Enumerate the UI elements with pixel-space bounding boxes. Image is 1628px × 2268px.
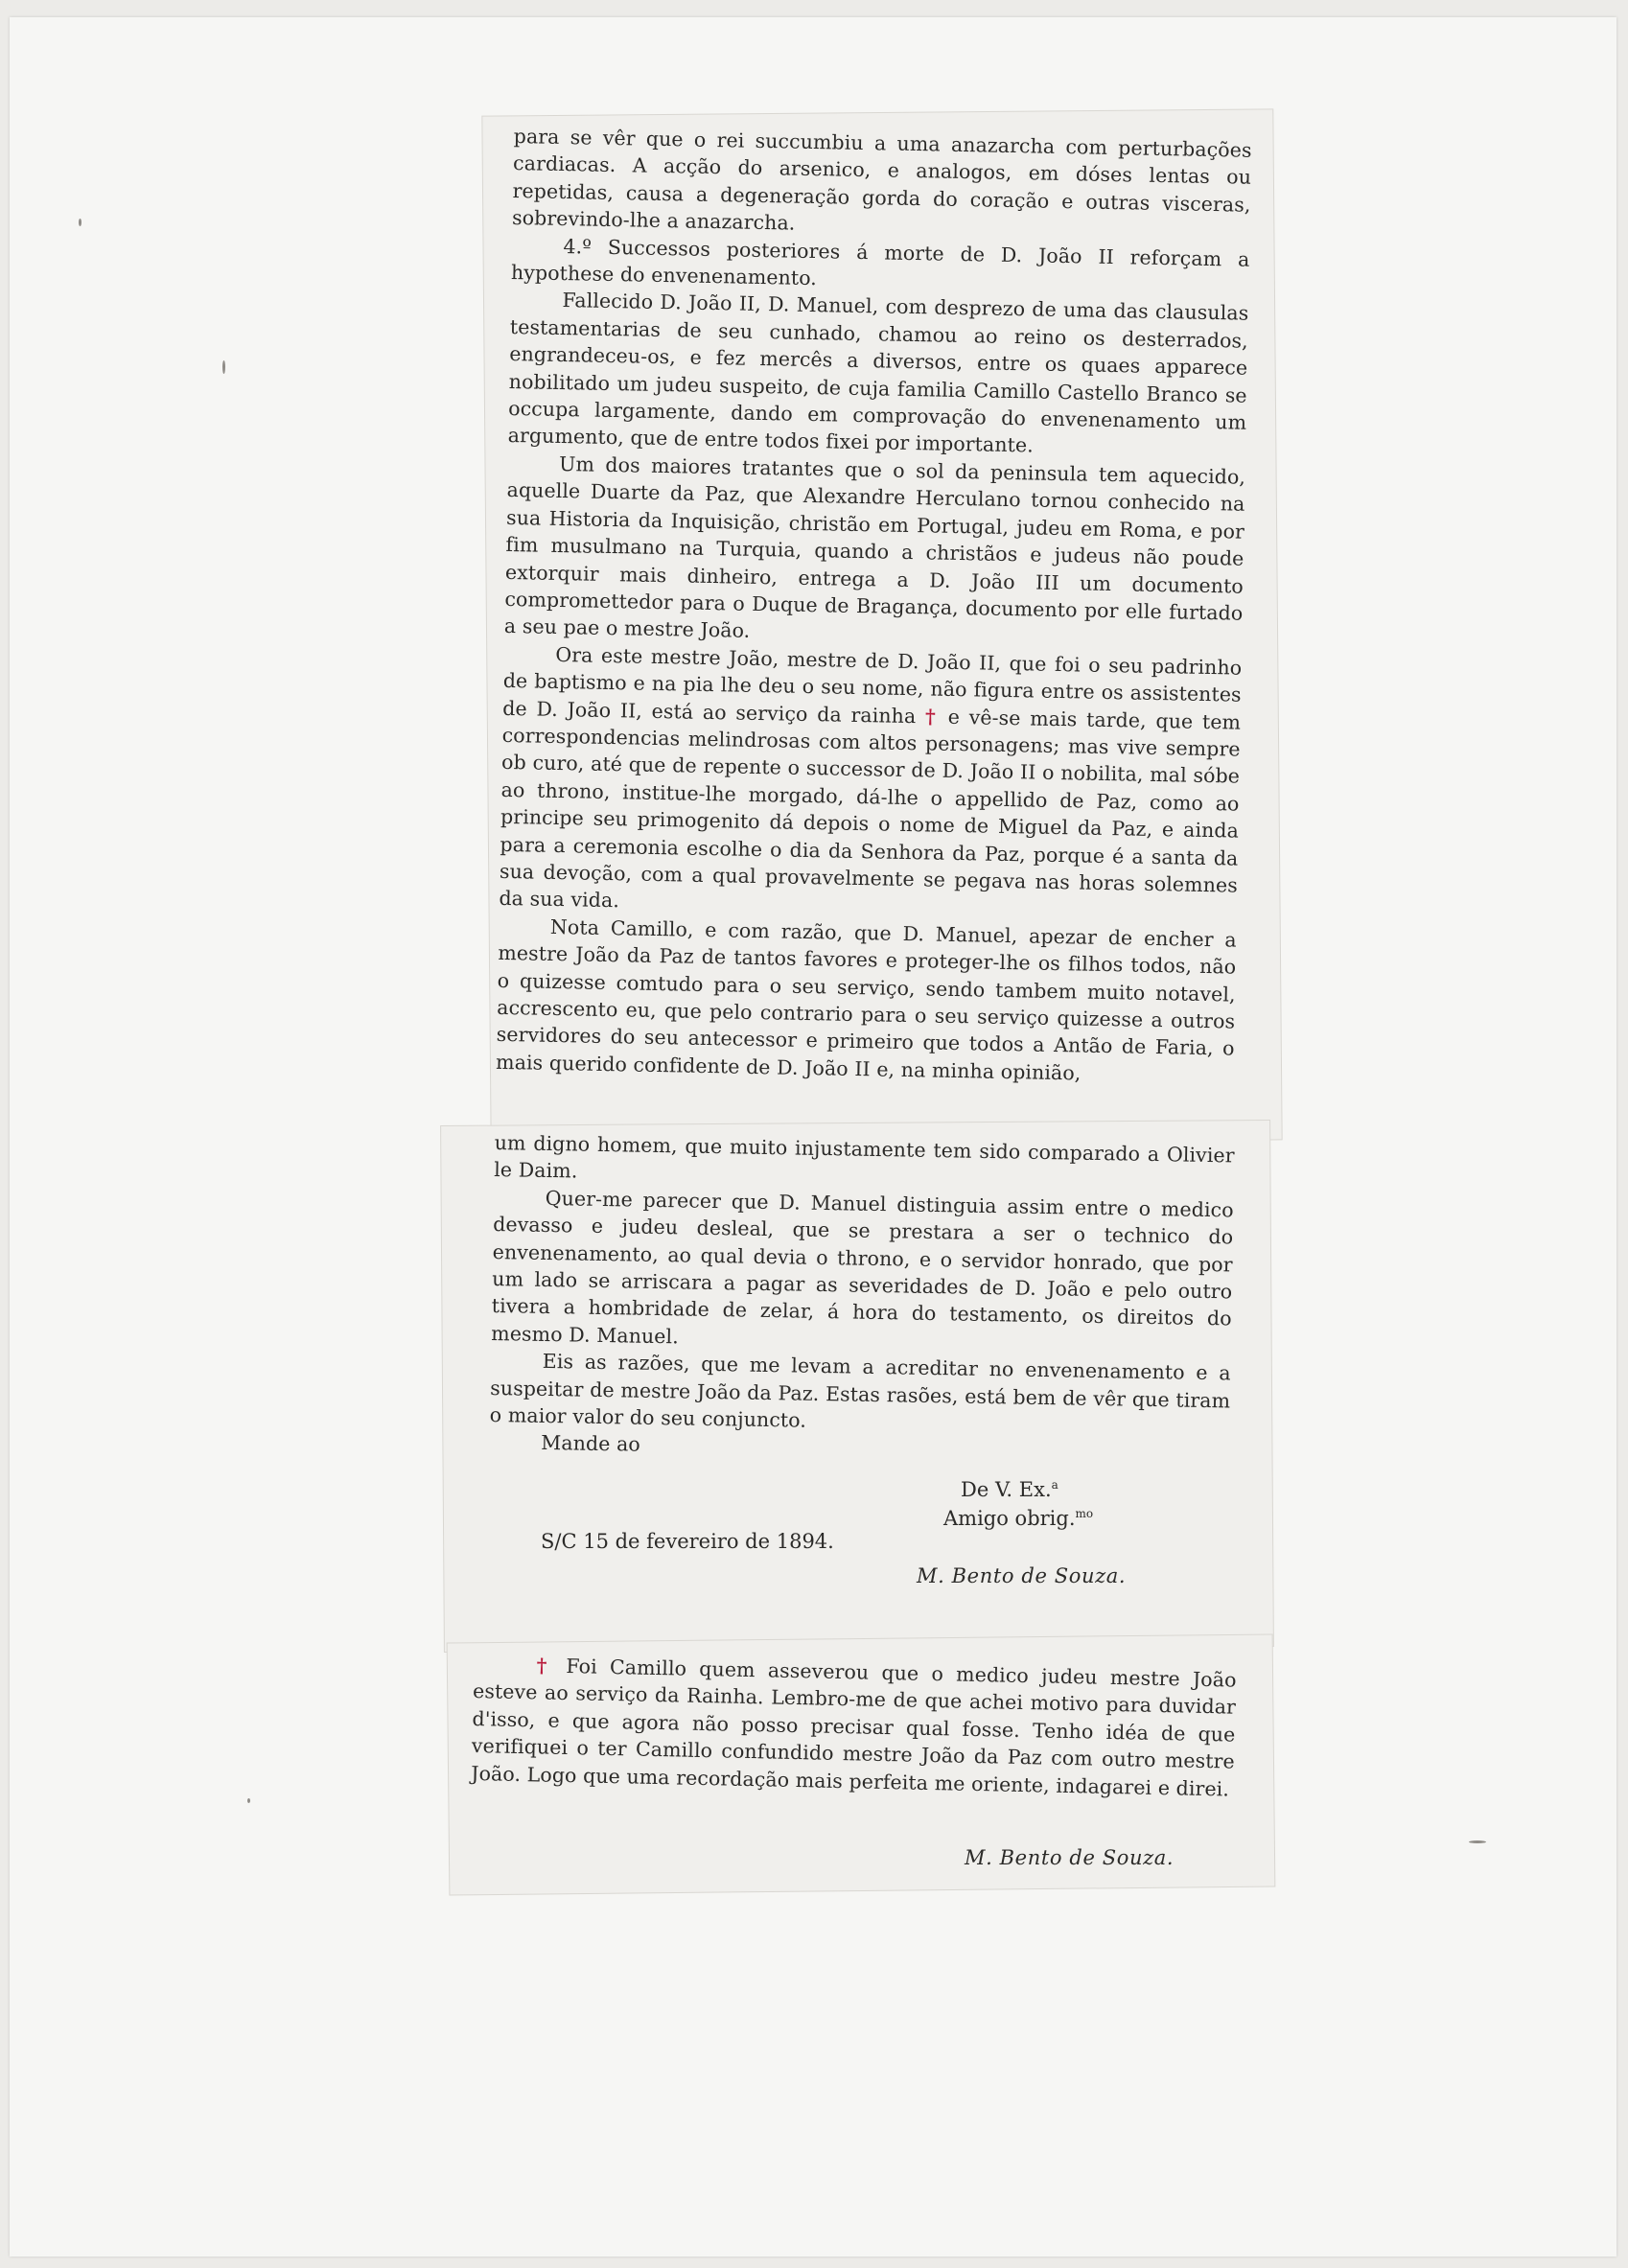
paragraph: 4.º Successos posteriores á morte de D. João II reforçam a hypothese do envenenamento.: [510, 234, 1250, 290]
article-text-part-1: [496, 123, 1252, 1090]
scan-speck: [247, 1798, 250, 1803]
paragraph: Nota Camillo, e com razão, que D. Manuel, apezar de encher a mestre João da Paz de tantos favores e proteger-lhe os filhos todos, não o quizesse comtudo para o seu serviço, sendo tambem muito notavel, accrescento eu, que pelo contrario para o seu serviço quizesse a outros servidores do seu antecessor e primeiro que todos a Antão de Faria, o mais querido confidente de D. João II e, na minha opinião,: [495, 914, 1238, 1085]
superscript: a: [1051, 1478, 1058, 1492]
footnote-paragraph: [471, 1651, 1237, 1803]
closing-amigo: [943, 1507, 1093, 1530]
footnote-signature: M. Bento de Souza.: [965, 1846, 1174, 1869]
scan-speck: [79, 219, 81, 226]
letter-date: S/C 15 de fevereiro de 1894.: [541, 1530, 834, 1553]
footnote-marker: †: [536, 1654, 554, 1678]
article-text-part-2: [489, 1129, 1235, 1469]
scan-speck: [1469, 1840, 1486, 1843]
paragraph-part: Ora este mestre João, mestre de D. João II, que foi o seu padrinho de baptismo e na pia lhe deu o seu nome, não figura entre os assistentes de D. João II, está ao serviço da rainha: [502, 642, 1243, 728]
paragraph: Um dos maiores tratantes que o sol da peninsula tem aquecido, aquelle Duarte da Paz, que Alexandre Herculano tornou conhecido na sua Historia da Inquisição, christão em Portugal, judeu em Roma, e por fim musulmano na Turquia, quando a christãos e judeus não poude extorquir mais dinheiro, entrega a D. João III um documento compromettedor para o Duque de Bragança, documento por elle furtado a seu pae o mestre João.: [503, 451, 1246, 643]
paragraph-with-footnote-ref: [499, 640, 1242, 927]
paragraph: Eis as razões, que me levam a acreditar no envenenamento e a suspeitar de mestre João da Paz. Estas rasões, está bem de vêr que tiram o maior valor do seu conjuncto.: [489, 1350, 1231, 1432]
paragraph: Quer-me parecer que D. Manuel distinguia assim entre o medico devasso e judeu desleal, que se prestara a ser o technico do envenenamento, ao qual devia o throno, e o servidor honrado, que por um lado se arriscara a pagar as severidades de D. João e pelo outro tivera a hombridade de zelar, á hora do testamento, os direitos do mesmo D. Manuel.: [491, 1186, 1234, 1349]
letter-signature: M. Bento de Souza.: [917, 1564, 1127, 1587]
paragraph: um digno homem, que muito injustamente tem sido comparado a Olivier le Daim.: [494, 1130, 1235, 1183]
superscript: mo: [1075, 1507, 1094, 1520]
footnote-text: [471, 1651, 1237, 1803]
paragraph: Mande ao: [541, 1431, 641, 1457]
paragraph: para se vêr que o rei succumbiu a uma anazarcha com perturbações cardiacas. A acção do arsenico, e analogos, em dóses lentas ou repetidas, causa a degeneração gorda do coração e outras visceras, sobrevindo-lhe a anazarcha.: [511, 124, 1252, 235]
salutation-text: De V. Ex.: [961, 1478, 1052, 1501]
footnote-marker: †: [924, 704, 940, 729]
scan-speck: [222, 360, 225, 374]
footnote-body: Foi Camillo quem asseverou que o medico judeu mestre João esteve ao serviço da Rainha. Lembro-me de que achei motivo para duvidar d'isso, e que agora não posso precisar qual fosse. Tenho idéa de que verifiquei o ter Camillo confundido mestre João da Paz com outro mestre João. Logo que uma recordação mais perfeita me oriente, indagarei e direi.: [471, 1655, 1237, 1801]
amigo-text: Amigo obrig.: [943, 1507, 1076, 1530]
paragraph-part: e vê-se mais tarde, que tem correspondencias melindrosas com altos personagens; mas vive sempre ob curo, até que de repente o successor de D. João II o nobilita, mal sóbe ao throno, institue-lhe morgado, dá-lhe o appellido de Paz, como ao principe seu primogenito dá depois o nome de Miguel da Paz, e ainda para a ceremonia escolhe o dia da Senhora da Paz, porque é a santa da sua devoção, com a qual provavelmente se pegava nas horas solemnes da sua vida.: [499, 705, 1242, 913]
paragraph: Fallecido D. João II, D. Manuel, com desprezo de uma das clausulas testamentarias de seu cunhado, chamou ao reino os desterrados, engrandeceu-os, e fez mercês a diversos, entre os quaes apparece nobilitado um judeu suspeito, de cuja familia Camillo Castello Branco se occupa largamente, dando em comprovação do envenenamento um argumento, que de entre todos fixei por importante.: [507, 289, 1249, 457]
closing-salutation: [961, 1478, 1058, 1501]
